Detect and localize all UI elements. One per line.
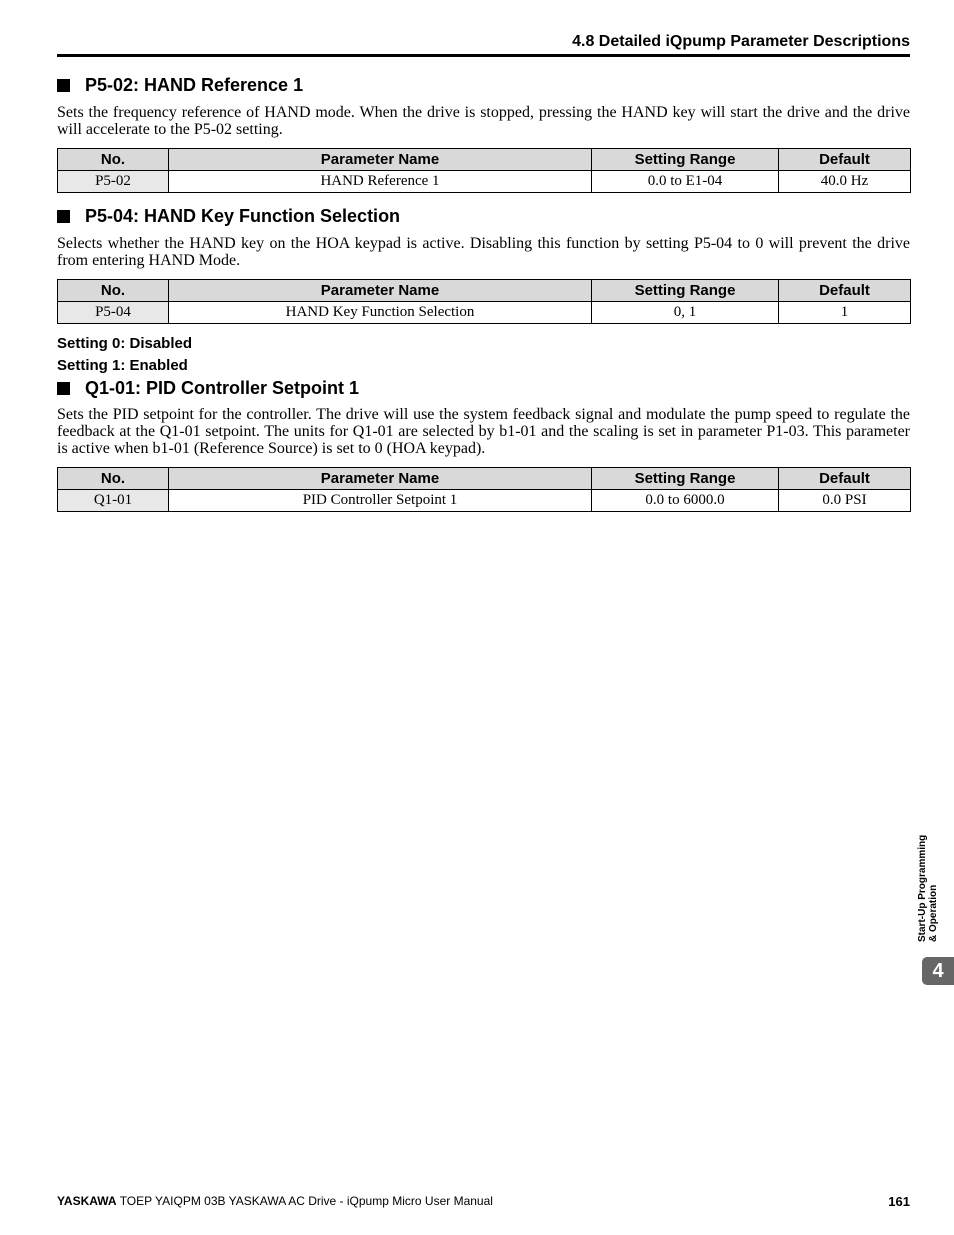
param-range: 0.0 to 6000.0 [592,490,779,512]
col-default-header: Default [779,280,911,302]
table-row [58,490,911,512]
footer-doc: TOEP YAIQPM 03B YASKAWA AC Drive - iQpump Micro User Manual [116,1194,493,1208]
param-default: 40.0 Hz [779,171,911,193]
col-range-header: Setting Range [592,468,779,490]
param-range: 0, 1 [592,302,779,324]
param-default: 1 [779,302,911,324]
table-header-row [58,280,911,302]
param-table-q1-01 [57,467,911,512]
header-rule [57,54,910,57]
section-text-q1-01: Sets the PID setpoint for the controller. The drive will use the system feedback signal and modulate the pump speed to regulate the feedback at the Q1-01 setpoint. The units for Q1-01 are selected by b1-01 and the scaling is set in parameter P1-03. This parameter is active when b1-01 (Reference Source) is set to 0 (HOA keypad). [57,406,910,457]
param-range: 0.0 to E1-04 [592,171,779,193]
col-default-header: Default [779,468,911,490]
table-row [58,302,911,324]
col-name-header: Parameter Name [169,468,592,490]
section-heading-q1-01 [57,378,359,398]
col-no-header: No. [58,280,169,302]
col-name-header: Parameter Name [169,149,592,171]
section-text-p5-02: Sets the frequency reference of HAND mode. When the drive is stopped, pressing the HAND key will start the drive and the drive will accelerate to the P5-02 setting. [57,104,910,138]
page-number: 161 [888,1194,910,1209]
side-label-line1: Start-Up Programming [917,834,928,942]
col-no-header: No. [58,468,169,490]
section-heading-p5-04 [57,206,400,226]
square-bullet-icon [57,382,70,395]
heading-text: P5-02: HAND Reference 1 [85,75,304,95]
param-no: P5-04 [58,302,169,324]
heading-text: P5-04: HAND Key Function Selection [85,206,401,226]
col-range-header: Setting Range [592,149,779,171]
param-table-p5-02 [57,148,911,193]
heading-text: Q1-01: PID Controller Setpoint 1 [85,378,360,398]
footer-brand: YASKAWA [57,1194,117,1208]
section-text-p5-04: Selects whether the HAND key on the HOA keypad is active. Disabling this function by setting P5-04 to 0 will prevent the drive from entering HAND Mode. [57,235,910,269]
param-name: HAND Key Function Selection [169,302,592,324]
param-name: HAND Reference 1 [169,171,592,193]
col-name-header: Parameter Name [169,280,592,302]
chapter-number-tab: 4 [922,957,954,985]
param-table-p5-04 [57,279,911,324]
side-label-line2: & Operation [928,884,939,942]
section-heading-p5-02 [57,75,303,95]
footer-doc-title [57,1194,493,1208]
square-bullet-icon [57,210,70,223]
param-no: Q1-01 [58,490,169,512]
table-header-row [58,149,911,171]
param-no: P5-02 [58,171,169,193]
square-bullet-icon [57,79,70,92]
param-name: PID Controller Setpoint 1 [169,490,592,512]
table-row [58,171,911,193]
setting-0-label: Setting 0: Disabled [57,335,193,352]
setting-1-label: Setting 1: Enabled [57,357,188,374]
running-header: 4.8 Detailed iQpump Parameter Descriptions [572,33,910,50]
col-range-header: Setting Range [592,280,779,302]
param-default: 0.0 PSI [779,490,911,512]
col-default-header: Default [779,149,911,171]
table-header-row [58,468,911,490]
chapter-side-label [917,816,947,942]
col-no-header: No. [58,149,169,171]
